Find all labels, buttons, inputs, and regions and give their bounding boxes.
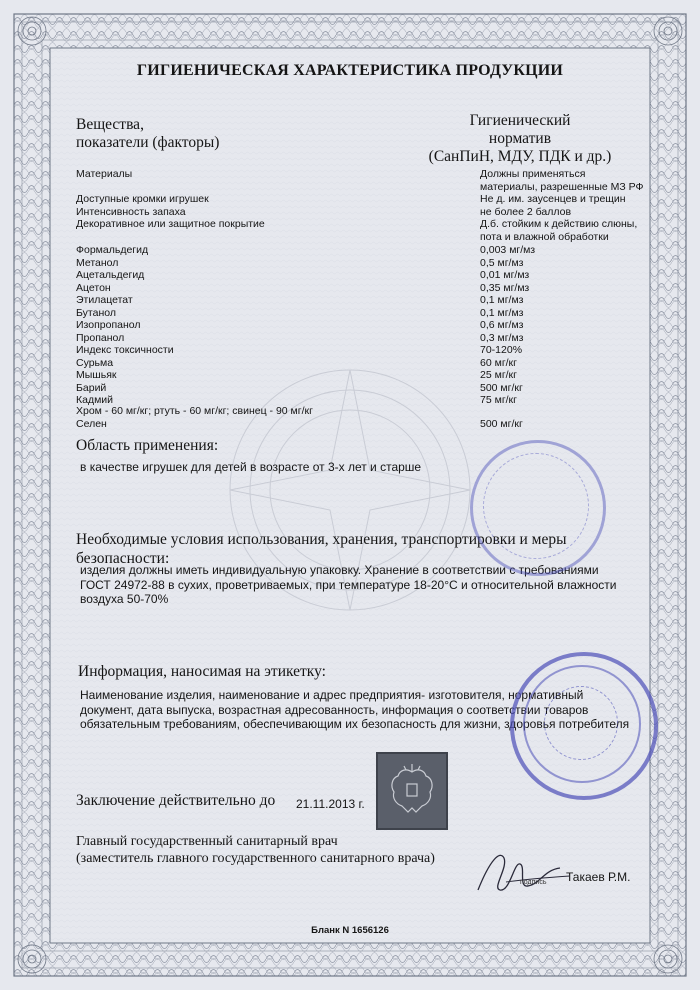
norm-cell: 0,01 мг/мз (480, 269, 530, 281)
signatory-block (76, 833, 435, 867)
table-row (76, 257, 636, 269)
substance-cell: Ацетон (76, 281, 111, 294)
substance-cell: Мышьяк (76, 369, 117, 381)
label-info-text-line: обязательным требованиям, обеспечивающим их безопасность для жизни, здоровья потребителя (80, 717, 630, 732)
label-info-heading: Информация, наносимая на этикетку: (78, 663, 326, 680)
norm-cell: 0,1 мг/мз (480, 294, 524, 306)
state-emblem-hologram (376, 752, 448, 830)
column-header-norm-line: Гигиенический (469, 112, 571, 129)
norm-cell: Д.б. стойким к действию слюны, (480, 218, 638, 230)
substance-cell: Этилацетат (76, 294, 133, 306)
norm-cell: Не д. им. заусенцев и трещин (480, 193, 626, 205)
label-info-text-line: Наименование изделия, наименование и адрес предприятия- изготовителя, нормативный (80, 688, 584, 702)
substance-cell: Хром - 60 мг/кг; ртуть - 60 мг/кг; свинец - 90 мг/кг (76, 405, 313, 417)
conditions-heading-line: безопасности: (76, 550, 170, 567)
blue-seal-stamp (510, 652, 658, 800)
table-row (76, 168, 636, 180)
table-row (76, 282, 636, 294)
column-header-substances-line: Вещества, (76, 116, 144, 133)
norm-cell: 0,003 мг/мз (480, 244, 536, 256)
substance-cell: Материалы (76, 168, 133, 180)
table-row (76, 231, 636, 243)
substance-cell: Декоративное или защитное покрытие (76, 218, 265, 230)
table-row (76, 319, 636, 331)
substance-cell: Формальдегид (76, 244, 149, 256)
norm-cell: пота и влажной обработки (480, 230, 609, 243)
norm-cell: 0,5 мг/мз (480, 256, 524, 269)
signatory-title: Главный государственный санитарный врач (76, 834, 338, 849)
validity-label: Заключение действительно до (76, 792, 276, 809)
norm-cell: 75 мг/кг (480, 394, 517, 406)
norm-cell: 500 мг/кг (480, 381, 523, 394)
column-header-norm-line: норматив (488, 130, 552, 147)
norm-cell: 0,6 мг/мз (480, 319, 524, 331)
signatory-subtitle: (заместитель главного государственного санитарного врача) (76, 851, 435, 866)
substance-cell: Метанол (76, 256, 119, 269)
substance-cell: Изопропанол (76, 319, 141, 331)
column-header-substances (76, 116, 219, 152)
conditions-heading-line: Необходимые условия использования, хранения, транспортировки и меры (76, 531, 567, 548)
substance-cell: Доступные кромки игрушек (76, 193, 209, 205)
label-info-text-line: документ, дата выпуска, возрастная адресованность, информация о соответствии товаров (80, 702, 589, 717)
norm-cell: 0,35 мг/мз (480, 281, 530, 294)
column-header-norm (420, 112, 620, 166)
table-row (76, 244, 636, 256)
table-row (76, 206, 636, 218)
table-row (76, 269, 636, 281)
validity-date: 21.11.2013 г. (296, 797, 365, 811)
table-row (76, 332, 636, 344)
application-text: в качестве игрушек для детей в возрасте от 3-х лет и старше (80, 460, 422, 474)
substance-cell: Пропанол (76, 331, 125, 344)
table-row (76, 218, 636, 230)
substance-cell: Кадмий (76, 394, 114, 406)
substance-cell: Бутанол (76, 306, 116, 319)
table-row (76, 382, 636, 394)
table-row (76, 357, 636, 369)
table-row (76, 307, 636, 319)
substance-cell: Сурьма (76, 356, 114, 369)
table-row (76, 294, 636, 306)
conditions-text-line: изделия должны иметь индивидуальную упаковку. Хранение в соответствии с требованиями (80, 563, 599, 577)
table-row (76, 369, 636, 381)
column-header-norm-line: (СанПиН, МДУ, ПДК и др.) (428, 148, 612, 165)
substance-cell: Индекс токсичности (76, 344, 174, 356)
substance-cell: Ацетальдегид (76, 269, 145, 281)
signature-caption: подпись (520, 879, 547, 886)
table-row (76, 418, 636, 430)
table-row (76, 344, 636, 356)
norm-cell: 25 мг/кг (480, 369, 517, 381)
norm-cell: 500 мг/кг (480, 418, 523, 430)
application-heading: Область применения: (76, 437, 219, 454)
table-row (76, 405, 636, 417)
norm-cell: 70-120% (480, 344, 523, 356)
substance-cell: Селен (76, 418, 107, 430)
norm-cell: 0,1 мг/мз (480, 306, 524, 319)
substance-cell: Барий (76, 381, 107, 394)
form-number: Бланк N 1656126 (311, 925, 389, 936)
signatory-name: Такаев Р.М. (566, 870, 631, 884)
norm-cell: 0,3 мг/мз (480, 331, 524, 344)
column-header-substances-line: показатели (факторы) (76, 134, 220, 151)
conditions-text-line: ГОСТ 24972-88 в сухих, проветриваемых, при температуре 18-20°С и относительной влажности (80, 577, 617, 592)
document-title: ГИГИЕНИЧЕСКАЯ ХАРАКТЕРИСТИКА ПРОДУКЦИИ (136, 62, 564, 79)
norm-cell: Должны применяться (480, 168, 586, 180)
handwritten-signature (470, 840, 580, 900)
norm-cell: не более 2 баллов (480, 205, 572, 218)
norm-cell: материалы, разрешенные МЗ РФ (480, 180, 644, 193)
conditions-text-line: воздуха 50-70% (80, 592, 169, 607)
blue-seal-stamp-faded (470, 440, 606, 576)
norm-cell: 60 мг/кг (480, 356, 517, 369)
table-row (76, 180, 644, 193)
double-headed-eagle-icon (378, 754, 446, 828)
table-row (76, 193, 636, 205)
substance-cell: Интенсивность запаха (76, 205, 186, 218)
